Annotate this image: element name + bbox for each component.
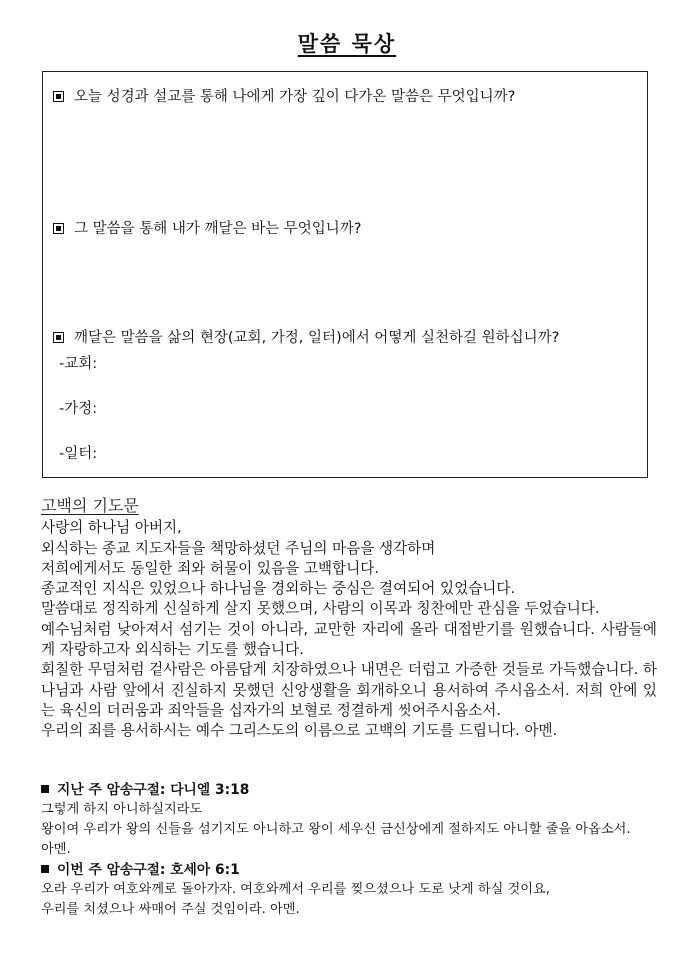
question-1 bbox=[53, 85, 515, 106]
page-title: 말씀 묵상 bbox=[297, 32, 397, 56]
question-1-text: 오늘 성경과 설교를 통해 나에게 가장 깊이 다가온 말씀은 무엇입니까? bbox=[74, 89, 516, 105]
last-week-verse-heading: 지난 주 암송구절: 다니엘 3:18 bbox=[41, 780, 661, 800]
work-field-label: -일터: bbox=[59, 446, 98, 462]
question-2 bbox=[53, 217, 361, 238]
confession-line: 우리의 죄를 용서하시는 예수 그리스도의 이름으로 고백의 기도를 드립니다. 아멘. bbox=[41, 722, 558, 740]
square-bullet-icon bbox=[53, 91, 64, 102]
square-bullet-icon bbox=[53, 223, 64, 234]
confession-line: 사랑의 하나님 아버지, bbox=[41, 519, 182, 537]
verse-line: 오라 우리가 여호와께로 돌아가자. 여호와께서 우리를 찢으셨으나 도로 낫게 하실 것이요, bbox=[41, 882, 550, 897]
verse-line: 그렇게 하지 아니하실지라도 bbox=[41, 802, 203, 817]
verse-line: 왕이여 우리가 왕의 신들을 섬기지도 아니하고 왕이 세우신 금신상에게 절하지도 아니할 줄을 아옵소서. bbox=[41, 822, 631, 837]
question-3 bbox=[53, 326, 559, 347]
home-field-label: -가정: bbox=[59, 401, 98, 417]
church-field-label: -교회: bbox=[59, 356, 98, 372]
memory-verses bbox=[41, 780, 661, 920]
meditation-box bbox=[42, 71, 648, 478]
square-bullet-icon bbox=[41, 785, 49, 793]
confession-title: 고백의 기도문 bbox=[41, 496, 139, 515]
confession-paragraph: 회칠한 무덤처럼 겉사람은 아름답게 치장하였으나 내면은 더럽고 가증한 것들로 가득했습니다. 하나님과 사람 앞에서 진실하지 못했던 신앙생활을 회개하오니 용서하여 주시옵소서. 저희 안에 있는 육신의 더러움과 죄악들을 십자가의 보혈로 정결하게 씻어주시옵소서. bbox=[41, 661, 657, 719]
this-week-verse-heading: 이번 주 암송구절: 호세아 6:1 bbox=[41, 860, 661, 880]
square-bullet-icon bbox=[41, 865, 49, 873]
confession-line: 저희에게서도 동일한 죄와 허물이 있음을 고백합니다. bbox=[41, 559, 379, 577]
confession-paragraph: 예수님처럼 낮아져서 섬기는 것이 아니라, 교만한 자리에 올라 대접받기를 원했습니다. 사람들에게 자랑하고자 외식하는 기도를 했습니다. bbox=[41, 620, 657, 659]
confession-line: 외식하는 종교 지도자들을 책망하셨던 주님의 마음을 생각하며 bbox=[41, 539, 436, 557]
confession-line: 말씀대로 정직하게 신실하게 살지 못했으며, 사람의 이목과 칭찬에만 관심을 두었습니다. bbox=[41, 600, 600, 618]
question-2-text: 그 말씀을 통해 내가 깨달은 바는 무엇입니까? bbox=[74, 221, 362, 237]
verse-line: 아멘. bbox=[41, 842, 71, 857]
square-bullet-icon bbox=[53, 332, 64, 343]
question-3-text: 깨달은 말씀을 삶의 현장(교회, 가정, 일터)에서 어떻게 실천하길 원하십니까? bbox=[74, 330, 560, 346]
confession-line: 종교적인 지식은 있었으나 하나님을 경외하는 중심은 결여되어 있었습니다. bbox=[41, 580, 516, 598]
confession-prayer bbox=[41, 496, 657, 742]
verse-line: 우리를 치셨으나 싸매어 주실 것임이라. 아멘. bbox=[41, 902, 300, 917]
